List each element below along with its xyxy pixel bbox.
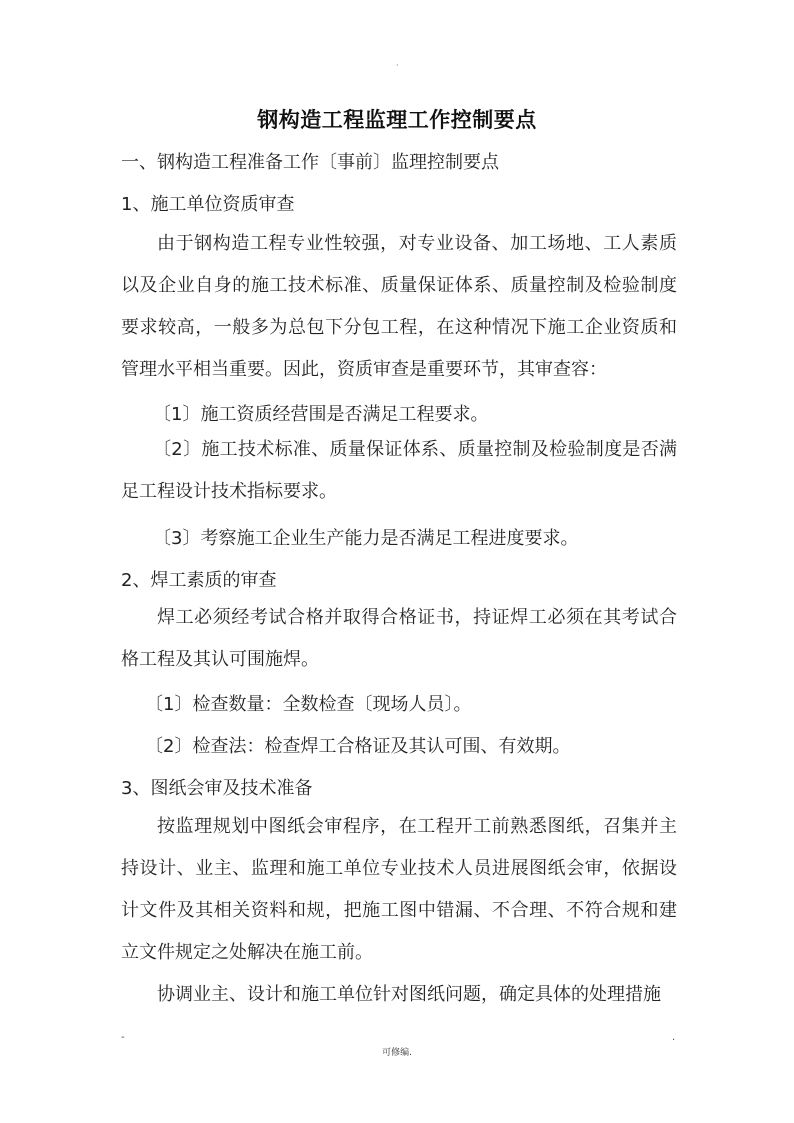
item-heading-2: 2、焊工素质的审查 <box>121 570 277 591</box>
footer-left-mark: - <box>121 1032 125 1043</box>
page-title: 钢构造工程监理工作控制要点 <box>257 108 537 132</box>
item3-paragraph-2: 协调业主、设计和施工单位针对图纸问题，确定具体的处理措施 <box>157 984 661 1005</box>
header-mark: · <box>396 61 399 70</box>
item3-paragraph-1: 按监理规划中图纸会审程序，在工程开工前熟悉图纸，召集并主持设计、业主、监理和施工单位专业技术人员进展图纸会审，依据设计文件及其相关资料和规，把施工图中错漏、不合理、不符合规和建立文件规定之处解决在施工前。 <box>121 816 677 963</box>
item-heading-3: 3、图纸会审及技术准备 <box>121 778 313 799</box>
footer-text: 可修编. <box>382 1048 412 1058</box>
item2-point-1: 〔1〕检查数量：全数检查〔现场人员〕。 <box>145 694 472 715</box>
footer-right-mark: . <box>672 1032 676 1043</box>
item1-paragraph: 由于钢构造工程专业性较强，对专业设备、加工场地、工人素质以及企业自身的施工技术标准、质量保证体系、质量控制及检验制度要求较高，一般多为总包下分包工程，在这种情况下施工企业资质和管理水平相当重要。因此，资质审查是重要环节，其审查容： <box>121 233 677 380</box>
section-heading-1: 一、钢构造工程准备工作〔事前〕监理控制要点 <box>121 152 499 173</box>
item1-point-2: 〔2〕施工技术标准、质量保证体系、质量控制及检验制度是否满足工程设计技术指标要求。 <box>121 439 677 502</box>
item1-point-3: 〔3〕考察施工企业生产能力是否满足工程进度要求。 <box>153 528 579 549</box>
item1-point-1: 〔1〕施工资质经营围是否满足工程要求。 <box>153 404 489 425</box>
item2-point-2: 〔2〕检查法：检查焊工合格证及其认可围、有效期。 <box>145 736 571 757</box>
item-heading-1: 1、施工单位资质审查 <box>121 194 295 215</box>
item2-paragraph: 焊工必须经考试合格并取得合格证书，持证焊工必须在其考试合格工程及其认可围施焊。 <box>121 607 677 670</box>
